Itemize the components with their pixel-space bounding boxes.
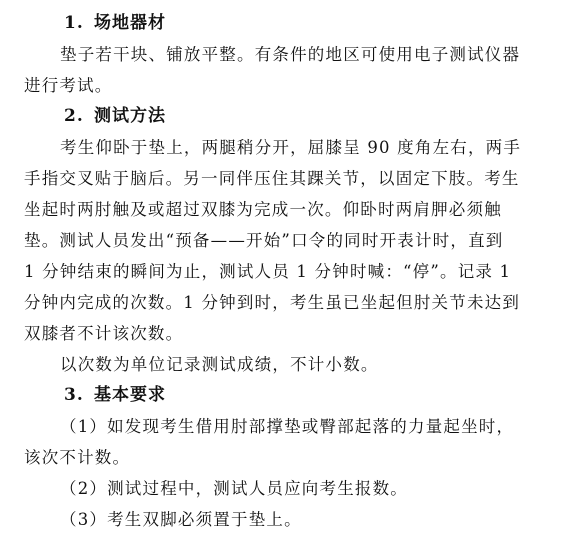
paragraph-line: 手指交叉贴于脑后。另一同伴压住其踝关节，以固定下肢。考生 <box>24 169 520 188</box>
requirement-item-1 <box>24 411 552 473</box>
paragraph-line: 进行考试。 <box>24 76 113 95</box>
paragraph-line: 垫子若干块、铺放平整。有条件的地区可使用电子测试仪器 <box>60 45 521 64</box>
paragraph-line: 该次不计数。 <box>24 448 131 467</box>
requirement-item-2 <box>24 473 552 504</box>
section-heading-test-method <box>24 101 552 132</box>
requirement-item-3 <box>24 504 552 535</box>
paragraph-line: 考生仰卧于垫上，两腿稍分开，屈膝呈 90 度角左右，两手 <box>60 138 522 157</box>
paragraph-line: 1 分钟结束的瞬间为止，测试人员 1 分钟时喊：“停”。记录 1 <box>24 262 512 281</box>
venue-equipment-paragraph <box>24 39 552 101</box>
paragraph-line: 双膝者不计该次数。 <box>24 324 184 343</box>
section-title: 基本要求 <box>94 385 166 405</box>
paragraph-line: （2）测试过程中，测试人员应向考生报数。 <box>60 479 408 498</box>
section-number: 1. <box>64 13 84 33</box>
paragraph-line: 垫。测试人员发出“预备——开始”口令的同时开表计时，直到 <box>24 231 504 250</box>
test-method-paragraph <box>24 132 552 349</box>
paragraph-line: （3）考生双脚必须置于垫上。 <box>60 510 302 529</box>
section-number: 2. <box>64 106 84 126</box>
paragraph-line: 坐起时两肘触及或超过双膝为完成一次。仰卧时两肩胛必须触 <box>24 200 502 219</box>
paragraph-line: 分钟内完成的次数。1 分钟到时，考生虽已坐起但肘关节未达到 <box>24 293 521 312</box>
section-title: 场地器材 <box>94 13 166 33</box>
scoring-paragraph <box>24 349 552 380</box>
section-heading-venue-equipment <box>24 8 552 39</box>
section-title: 测试方法 <box>94 106 166 126</box>
paragraph-line: 以次数为单位记录测试成绩，不计小数。 <box>60 355 379 374</box>
section-number: 3. <box>64 385 84 405</box>
section-heading-basic-requirements <box>24 380 552 411</box>
paragraph-line: （1）如发现考生借用肘部撑垫或臀部起落的力量起坐时， <box>60 417 515 436</box>
